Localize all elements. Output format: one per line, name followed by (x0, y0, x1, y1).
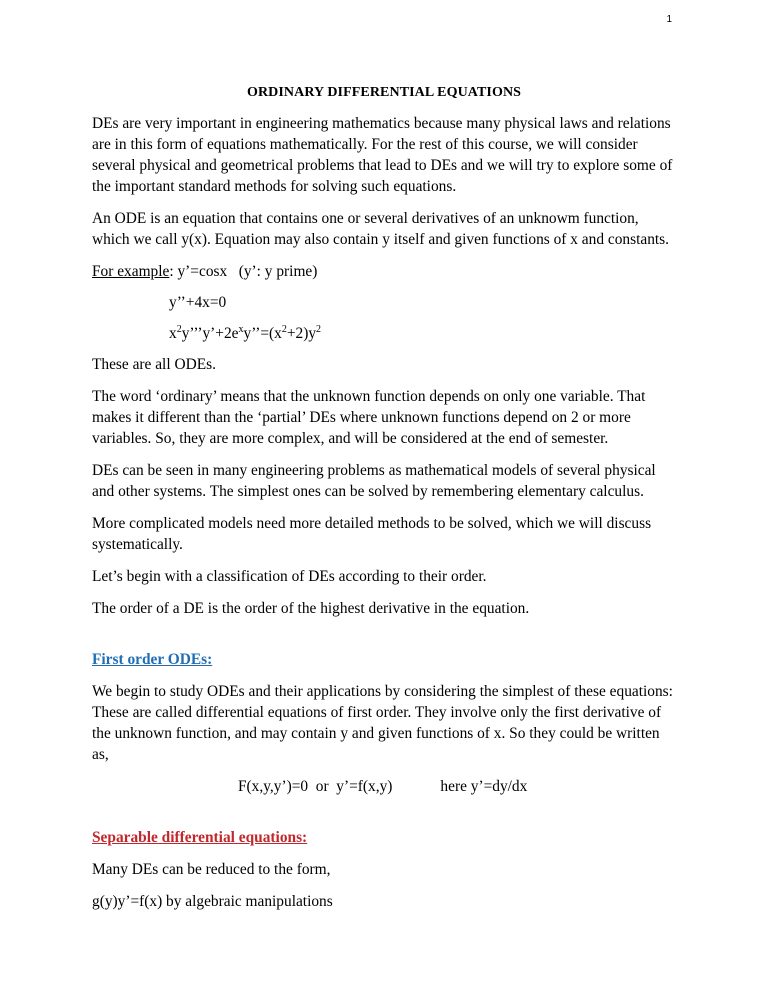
eq3-part: y’’=(x (243, 325, 282, 342)
eq3-part: y’’’y’+2e (181, 325, 239, 342)
intro-paragraph-2: An ODE is an equation that contains one or several derivatives of an unknowm function, which we call y(x). Equation may also contain y itself and given functions of x and constants. (92, 210, 670, 248)
example-equation-3 (92, 323, 676, 344)
first-order-formula-note: here y’=dy/dx (440, 778, 528, 795)
example-line-1 (92, 261, 676, 282)
body-paragraph-1: These are all ODEs. (92, 356, 216, 373)
eq3-part: x (169, 325, 177, 342)
body-paragraph-3: DEs can be seen in many engineering problems as mathematical models of several physical and other systems. The simplest ones can be solved by remembering elementary calculus. (92, 462, 656, 500)
body-paragraph-4: More complicated models need more detailed methods to be solved, which we will discuss systematically. (92, 515, 652, 553)
separable-heading: Separable differential equations: (92, 829, 308, 846)
first-order-formula-line (92, 776, 676, 797)
eq3-superscript: 2 (316, 324, 322, 335)
example-equation-1: : y’=cosx (y’: y prime) (169, 263, 318, 280)
eq3-superscript: x (238, 324, 244, 335)
example-label: For example (92, 263, 170, 280)
body-paragraph-6: The order of a DE is the order of the highest derivative in the equation. (92, 600, 530, 617)
document-body (92, 82, 676, 923)
eq3-part: +2)y (286, 325, 317, 342)
first-order-paragraph: We begin to study ODEs and their applications by considering the simplest of these equations: These are called differential equations of first order. They involve only the first derivative of the unknown function, and may contain y and given functions of x. So they could be written as, (92, 683, 673, 763)
separable-line-1: Many DEs can be reduced to the form, (92, 861, 331, 878)
page-number: 1 (666, 14, 672, 25)
separable-line-2: g(y)y’=f(x) by algebraic manipulations (92, 893, 333, 910)
eq3-superscript: 2 (281, 324, 287, 335)
first-order-heading: First order ODEs: (92, 651, 213, 668)
first-order-formula: F(x,y,y’)=0 or y’=f(x,y) (238, 778, 393, 795)
body-paragraph-2: The word ‘ordinary’ means that the unknown function depends on only one variable. That makes it different than the ‘partial’ DEs where unknown functions depend on 2 or more variables. So, they are more complex, and will be considered at the end of semester. (92, 388, 646, 447)
eq3-superscript: 2 (176, 324, 182, 335)
intro-paragraph-1: DEs are very important in engineering mathematics because many physical laws and relations are in this form of equations mathematically. For the rest of this course, we will consider several physical and geometrical problems that lead to DEs and we will try to explore some of the important standard methods for solving such equations. (92, 115, 673, 195)
document-title: ORDINARY DIFFERENTIAL EQUATIONS (246, 85, 522, 100)
example-equation-2: y’’+4x=0 (169, 294, 227, 311)
body-paragraph-5: Let’s begin with a classification of DEs according to their order. (92, 568, 487, 585)
